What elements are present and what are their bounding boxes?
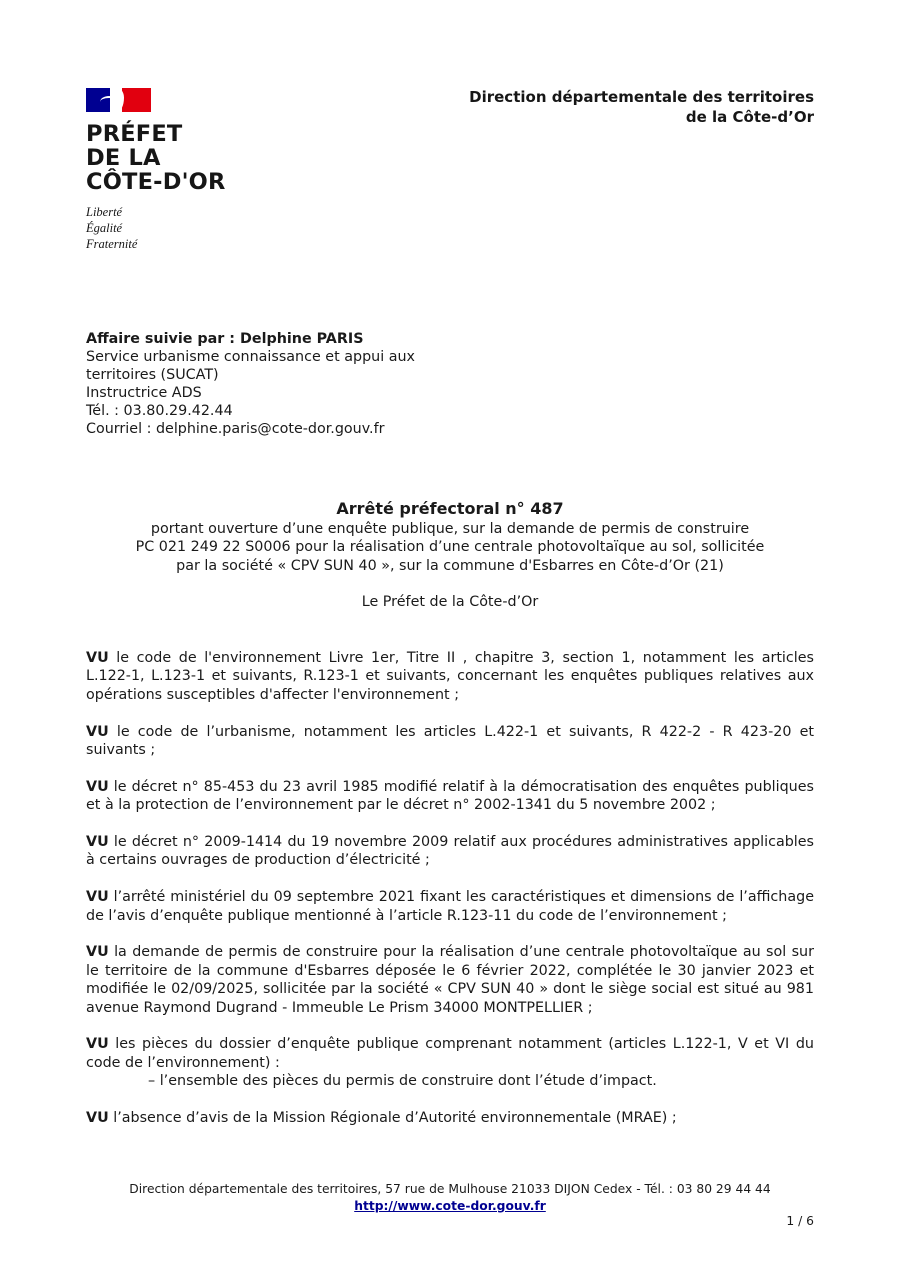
decree-subtitle-line: portant ouverture d’une enquête publique, sur la demande de permis de construire bbox=[150, 521, 750, 537]
directorate-line: Direction départementale des territoires bbox=[469, 88, 814, 106]
prefet-title-line: DE LA bbox=[86, 145, 161, 171]
recital-text: le code de l’urbanisme, notamment les articles L.422-1 et suivants, R 422-2 - R 423-20 et suivants ; bbox=[86, 723, 814, 759]
decree-subtitle-line: PC 021 249 22 S0006 pour la réalisation d’une centrale photovoltaïque au sol, sollicitée bbox=[135, 539, 765, 556]
vu-label: VU bbox=[86, 723, 109, 740]
prefet-logo bbox=[86, 88, 286, 252]
issuing-directorate bbox=[469, 87, 814, 127]
recital-text: l’arrêté ministériel du 09 septembre 2021 fixant les caractéristiques et dimensions de l’affichage de l’avis d’enquête publique mentionné à l’article R.123-11 du code de l’environnement ; bbox=[86, 889, 814, 924]
motto-line: Fraternité bbox=[86, 237, 138, 251]
vu-label: VU bbox=[86, 650, 109, 666]
recital-list-item: – l’ensemble des pièces du permis de construire dont l’étude d’impact. bbox=[148, 1073, 657, 1090]
republic-motto bbox=[86, 204, 286, 252]
prefet-title-line: CÔTE-D'OR bbox=[86, 169, 226, 195]
contact-email: Courriel : delphine.paris@cote-dor.gouv.fr bbox=[86, 421, 385, 437]
decree-title: Arrêté préfectoral n° 487 bbox=[336, 499, 564, 518]
page-number: 1 / 6 bbox=[786, 1214, 814, 1228]
vu-label: VU bbox=[86, 889, 109, 906]
contact-phone: Tél. : 03.80.29.42.44 bbox=[86, 403, 233, 419]
recital-paragraph bbox=[86, 778, 814, 815]
vu-label: VU bbox=[86, 1036, 109, 1053]
contact-block bbox=[86, 330, 446, 438]
recital-paragraph bbox=[86, 1035, 814, 1090]
recital-paragraph bbox=[86, 943, 814, 1017]
decree-title-block bbox=[86, 498, 814, 611]
directorate-line: de la Côte-d’Or bbox=[685, 108, 814, 126]
recitals bbox=[86, 649, 814, 1146]
vu-label: VU bbox=[86, 778, 109, 795]
motto-line: Liberté bbox=[86, 205, 123, 219]
service-name: Service urbanisme connaissance et appui aux bbox=[86, 349, 416, 365]
footer-website-link[interactable]: http://www.cote-dor.gouv.fr bbox=[354, 1199, 546, 1213]
prefet-title-line: PRÉFET bbox=[86, 121, 183, 147]
recital-text: les pièces du dossier d’enquête publique comprenant notamment (articles L.122-1, V et VI du code de l’environnement) : bbox=[86, 1036, 814, 1071]
recital-text: la demande de permis de construire pour la réalisation d’une centrale photovoltaïque au sol sur le territoire de la commune d'Esbarres déposée le 6 février 2022, complétée le 30 janvier 2023 et modifiée le 02/09/2025, sollicitée par la société « CPV SUN 40 » dont le siège social est situé au 981 avenue Raymond Dugrand - Immeuble Le Prism 34000 MONTPELLIER ; bbox=[86, 944, 814, 1016]
recital-text: le décret n° 2009-1414 du 19 novembre 2009 relatif aux procédures administratives applicables à certains ouvrages de production d’électricité ; bbox=[86, 834, 814, 869]
recital-text: l’absence d’avis de la Mission Régionale d’Autorité environnementale (MRAE) ; bbox=[108, 1110, 677, 1127]
recital-paragraph bbox=[86, 888, 814, 925]
footer-address: Direction départementale des territoires, 57 rue de Mulhouse 21033 DIJON Cedex - Tél. : 03 80 29 44 44 bbox=[129, 1182, 771, 1196]
recital-paragraph bbox=[86, 723, 814, 760]
marianne-flag-icon bbox=[86, 88, 151, 112]
recital-text: le décret n° 85-453 du 23 avril 1985 modifié relatif à la démocratisation des enquêtes publiques et à la protection de l’environnement par le décret n° 2002-1341 du 5 novembre 2002 ; bbox=[86, 778, 814, 814]
recital-paragraph bbox=[86, 833, 814, 870]
decree-subtitle-line: par la société « CPV SUN 40 », sur la commune d'Esbarres en Côte-d’Or (21) bbox=[176, 557, 724, 574]
vu-label: VU bbox=[86, 1110, 109, 1127]
followed-by: Affaire suivie par : Delphine PARIS bbox=[86, 331, 364, 347]
page-footer bbox=[86, 1181, 814, 1215]
vu-label: VU bbox=[86, 834, 109, 851]
contact-role: Instructrice ADS bbox=[86, 385, 202, 401]
recital-text: le code de l'environnement Livre 1er, Titre II , chapitre 3, section 1, notamment les articles L.122-1, L.123-1 et suivants, R.123-1 et suivants, concernant les enquêtes publiques relatives aux opérations susceptibles d'affecter l'environnement ; bbox=[86, 650, 814, 703]
service-name: territoires (SUCAT) bbox=[86, 367, 219, 383]
decree-signer: Le Préfet de la Côte-d’Or bbox=[361, 593, 539, 610]
vu-label: VU bbox=[86, 944, 109, 961]
recital-paragraph bbox=[86, 649, 814, 704]
prefet-title bbox=[86, 122, 286, 194]
recital-paragraph bbox=[86, 1109, 814, 1127]
motto-line: Égalité bbox=[86, 221, 123, 235]
